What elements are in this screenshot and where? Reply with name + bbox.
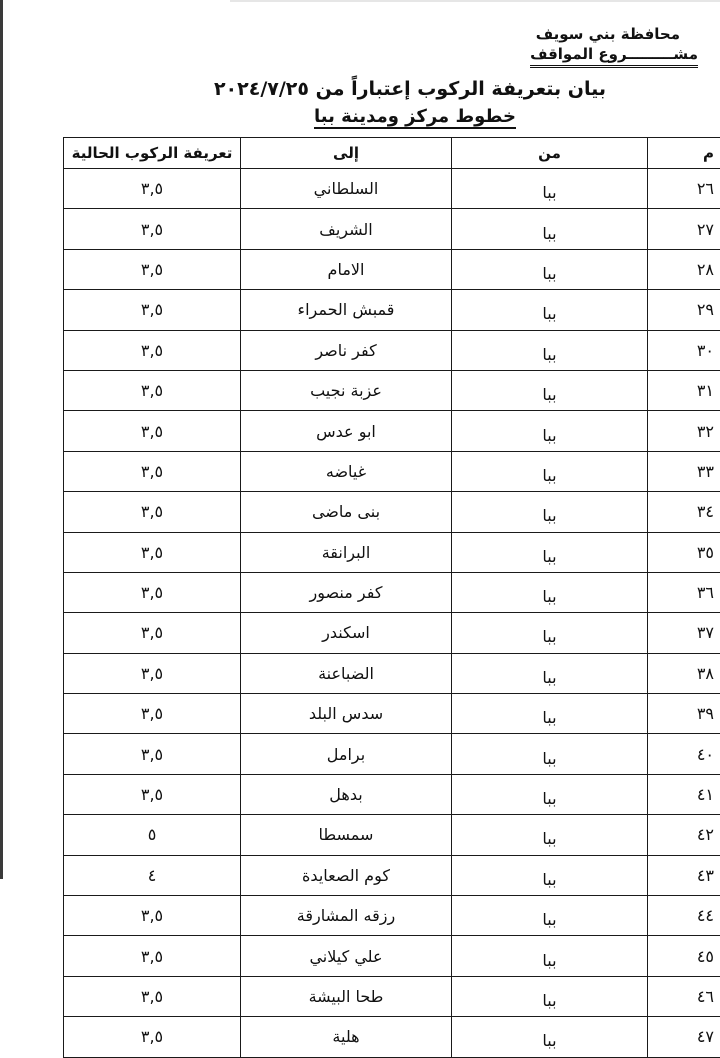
table-row (64, 572, 720, 612)
row-to: هلية (241, 1017, 452, 1057)
row-from: ببا (452, 815, 648, 855)
row-fare: ٣,٥ (64, 249, 241, 289)
row-from: ببا (452, 976, 648, 1016)
table-row (64, 290, 720, 330)
table-row (64, 774, 720, 814)
row-to: كفر ناصر (241, 330, 452, 370)
row-from: ببا (452, 451, 648, 491)
row-fare: ٣,٥ (64, 653, 241, 693)
document-header (530, 24, 698, 68)
table-header-row (64, 138, 720, 169)
document-subtitle-wrap (0, 106, 720, 127)
row-from: ببا (452, 492, 648, 532)
row-number: ٣٨ (648, 653, 720, 693)
table-row (64, 411, 720, 451)
row-number: ٤٤ (648, 896, 720, 936)
row-number: ٣٥ (648, 532, 720, 572)
row-fare: ٣,٥ (64, 411, 241, 451)
document-title: بيان بتعريفة الركوب إعتباراً من ٢٠٢٤/٧/٢٥ (0, 78, 720, 100)
table-row (64, 613, 720, 653)
table-row (64, 370, 720, 410)
row-fare: ٣,٥ (64, 532, 241, 572)
document-subtitle: خطوط مركز ومدينة ببا (314, 106, 516, 129)
table-row (64, 249, 720, 289)
row-from: ببا (452, 209, 648, 249)
row-to: البرانقة (241, 532, 452, 572)
row-number: ٤٣ (648, 855, 720, 895)
row-fare: ٣,٥ (64, 492, 241, 532)
row-fare: ٣,٥ (64, 613, 241, 653)
row-fare: ٣,٥ (64, 1017, 241, 1057)
row-to: اسكندر (241, 613, 452, 653)
row-from: ببا (452, 330, 648, 370)
table-row (64, 855, 720, 895)
table-row (64, 1017, 720, 1057)
row-from: ببا (452, 249, 648, 289)
row-fare: ٣,٥ (64, 370, 241, 410)
row-to: بنى ماضى (241, 492, 452, 532)
table-row (64, 532, 720, 572)
column-header-from: من (452, 138, 648, 169)
row-number: ٢٧ (648, 209, 720, 249)
row-number: ٢٨ (648, 249, 720, 289)
row-fare: ٣,٥ (64, 572, 241, 612)
row-fare: ٣,٥ (64, 169, 241, 209)
row-from: ببا (452, 653, 648, 693)
row-number: ٤١ (648, 774, 720, 814)
row-number: ٣٧ (648, 613, 720, 653)
row-to: غياضه (241, 451, 452, 491)
table-row (64, 653, 720, 693)
table-row (64, 896, 720, 936)
row-number: ٤٦ (648, 976, 720, 1016)
scan-top-strip (230, 0, 720, 2)
row-to: الامام (241, 249, 452, 289)
table-body (64, 169, 720, 1058)
row-to: علي كيلاني (241, 936, 452, 976)
row-from: ببا (452, 169, 648, 209)
row-from: ببا (452, 370, 648, 410)
row-fare: ٣,٥ (64, 734, 241, 774)
row-number: ٤٢ (648, 815, 720, 855)
row-to: قمبش الحمراء (241, 290, 452, 330)
row-from: ببا (452, 572, 648, 612)
row-from: ببا (452, 290, 648, 330)
row-number: ٣٩ (648, 694, 720, 734)
row-from: ببا (452, 694, 648, 734)
row-to: رزقه المشارقة (241, 896, 452, 936)
table-row (64, 209, 720, 249)
row-to: برامل (241, 734, 452, 774)
table-row (64, 976, 720, 1016)
row-from: ببا (452, 774, 648, 814)
row-number: ٣١ (648, 370, 720, 410)
row-number: ٣٢ (648, 411, 720, 451)
row-to: سمسطا (241, 815, 452, 855)
project-name: مشـــــــــروع المواقف (530, 44, 698, 68)
column-header-to: إلى (241, 138, 452, 169)
row-fare: ٤ (64, 855, 241, 895)
governorate-name: محافظة بني سويف (530, 24, 698, 44)
row-fare: ٣,٥ (64, 896, 241, 936)
row-from: ببا (452, 532, 648, 572)
row-number: ٣٣ (648, 451, 720, 491)
table-row (64, 694, 720, 734)
row-from: ببا (452, 936, 648, 976)
table-row (64, 451, 720, 491)
row-number: ٣٠ (648, 330, 720, 370)
table-row (64, 815, 720, 855)
row-to: ابو عدس (241, 411, 452, 451)
row-to: السلطاني (241, 169, 452, 209)
row-fare: ٣,٥ (64, 290, 241, 330)
row-to: بدهل (241, 774, 452, 814)
row-fare: ٣,٥ (64, 976, 241, 1016)
row-fare: ٣,٥ (64, 209, 241, 249)
row-to: عزبة نجيب (241, 370, 452, 410)
row-fare: ٥ (64, 815, 241, 855)
row-number: ٢٩ (648, 290, 720, 330)
row-from: ببا (452, 613, 648, 653)
row-to: الشريف (241, 209, 452, 249)
row-to: سدس البلد (241, 694, 452, 734)
row-fare: ٣,٥ (64, 451, 241, 491)
row-to: كوم الصعايدة (241, 855, 452, 895)
row-from: ببا (452, 855, 648, 895)
scan-edge (0, 0, 3, 879)
row-fare: ٣,٥ (64, 774, 241, 814)
row-number: ٣٦ (648, 572, 720, 612)
row-from: ببا (452, 411, 648, 451)
row-from: ببا (452, 1017, 648, 1057)
row-number: ٢٦ (648, 169, 720, 209)
row-fare: ٣,٥ (64, 694, 241, 734)
row-from: ببا (452, 896, 648, 936)
row-fare: ٣,٥ (64, 330, 241, 370)
table-row (64, 734, 720, 774)
row-to: طحا البيشة (241, 976, 452, 1016)
row-number: ٣٤ (648, 492, 720, 532)
table-row (64, 936, 720, 976)
column-header-number: م (648, 138, 720, 169)
row-to: كفر منصور (241, 572, 452, 612)
row-to: الضباعنة (241, 653, 452, 693)
row-fare: ٣,٥ (64, 936, 241, 976)
row-number: ٤٠ (648, 734, 720, 774)
row-number: ٤٥ (648, 936, 720, 976)
column-header-fare: تعريفة الركوب الحالية (64, 138, 241, 169)
table-row (64, 169, 720, 209)
table-row (64, 330, 720, 370)
table-row (64, 492, 720, 532)
row-from: ببا (452, 734, 648, 774)
fares-table (63, 137, 720, 1058)
row-number: ٤٧ (648, 1017, 720, 1057)
